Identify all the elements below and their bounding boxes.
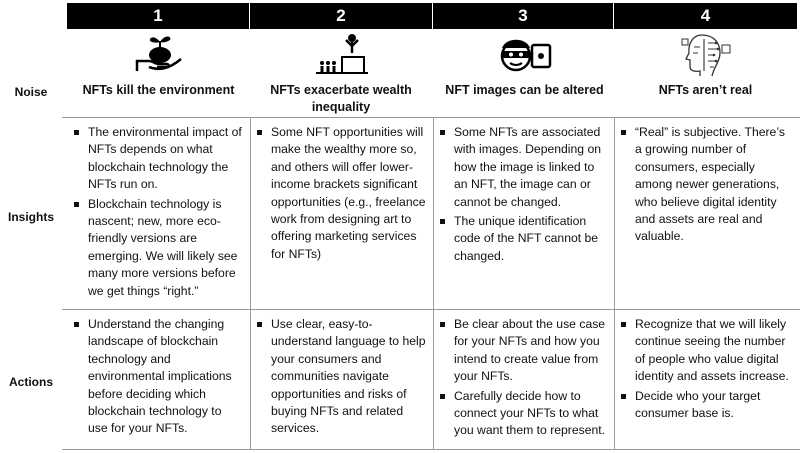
noise-heading-3: NFT images can be altered: [445, 83, 604, 97]
list-item: The environmental impact of NFTs depends on what blockchain technology the NFTs run on.: [70, 124, 242, 194]
plant-in-hand-icon: [67, 31, 250, 79]
row-label-noise: Noise: [14, 85, 48, 99]
divider: [62, 309, 800, 310]
row-label-actions: Actions: [8, 375, 53, 389]
actions-list-3: [436, 316, 608, 442]
insights-list-3: [436, 124, 608, 267]
list-item: Some NFTs are associated with images. Depending on how the image is linked to an NFT, the image can or cannot be changed.: [436, 124, 608, 211]
column-number-1: 1: [67, 3, 250, 29]
actions-list-4: [617, 316, 795, 424]
column-number-4: 4: [614, 3, 797, 29]
column-number-3: 3: [433, 3, 614, 29]
list-item: Carefully decide how to connect your NFTs to what you want them to represent.: [436, 388, 608, 440]
noise-heading-4: NFTs aren’t real: [658, 83, 753, 97]
wealth-podium-icon: [250, 31, 433, 79]
list-item: Use clear, easy-to-understand language to help your consumers and communities navigate opportunities and risks of buying NFTs and related services.: [253, 316, 427, 438]
divider: [250, 117, 251, 450]
insights-list-2: [253, 124, 427, 265]
list-item: Decide who your target consumer base is.: [617, 388, 795, 423]
actions-list-2: [253, 316, 427, 440]
divider: [433, 117, 434, 450]
divider: [614, 117, 615, 450]
noise-heading-1: NFTs kill the environment: [82, 83, 235, 97]
list-item: Be clear about the use case for your NFTs and how you intend to create value from your NFTs.: [436, 316, 608, 386]
divider: [62, 117, 800, 118]
insights-list-4: [617, 124, 795, 248]
insights-list-1: [70, 124, 242, 302]
list-item: Recognize that we will likely continue seeing the number of people who value digital identity and assets increase.: [617, 316, 795, 386]
divider: [62, 449, 800, 450]
list-item: “Real” is subjective. There’s a growing number of consumers, especially among newer generations, who believe digital identity and assets are real and valuable.: [617, 124, 795, 246]
list-item: The unique identification code of the NFT cannot be changed.: [436, 213, 608, 265]
row-label-insights: Insights: [7, 210, 54, 224]
list-item: Some NFT opportunities will make the wealthy more so, and others will offer lower-income brackets significant opportunities (e.g., freelance work from designing art to offering marketing services for NFTs): [253, 124, 427, 263]
list-item: Blockchain technology is nascent; new, more eco-friendly versions are emerging. We will likely see many more versions before we get things “right.”: [70, 196, 242, 300]
digital-face-icon: [614, 31, 797, 79]
noise-heading-2: NFTs exacerbate wealth inequality: [270, 83, 412, 114]
masked-thief-icon: [433, 31, 614, 79]
list-item: Understand the changing landscape of blockchain technology and environmental implications before deciding which blockchain technology to use for your NFTs.: [70, 316, 242, 438]
column-number-2: 2: [250, 3, 433, 29]
actions-list-1: [70, 316, 242, 440]
